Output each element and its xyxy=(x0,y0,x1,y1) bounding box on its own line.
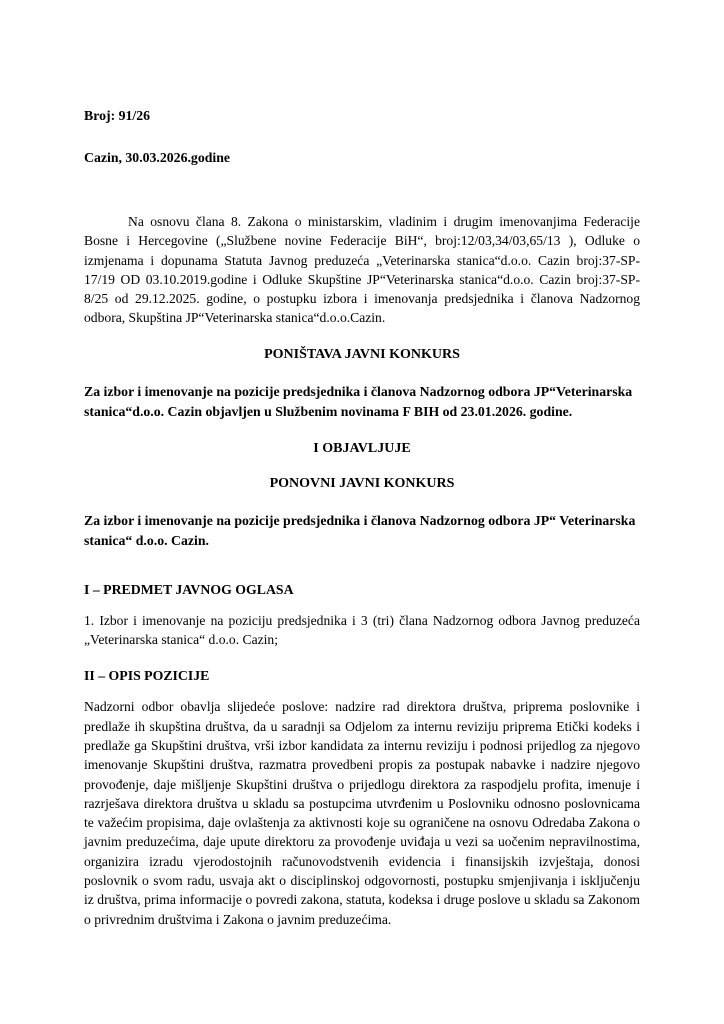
spacer xyxy=(84,551,640,582)
spacer xyxy=(84,422,640,441)
section-body-2: Nadzorni odbor obavlja slijedeće poslove: nadzire rad direktora društva, priprema poslovnike i predlaže ih skupština društva, da u saradnji sa Odjelom za internu reviziju priprema Etički kodeks i predlaže ga Skupštini društva, vrši izbor kandidata za internu reviziju i podnosi prijedlog za njegovo imenovanje Skupštini društva, razmatra provedbeni propis za postupak nabavke i nadzire njegovo provođenje, daje mišljenje Skupštini društva o prijedlogu direktora za raspodjelu profita, imenuje i razrješava direktora društva u skladu sa postupcima utvrđenim u Poslovniku odnosno poslovnicama te važećim propisima, daje ovlaštenja za aktivnosti koje su ograničene na osnovu Odredaba Zakona o javnim preduzećima, daje upute direktoru za provođenje uviđaja u vezi sa uočenim nepravilnostima, organizira izradu vjerodostojnih računovodstvenih evidencia i finansijskih izvještaja, donosi poslovnik o svom radu, usvaja akt o disciplinskoj odgovornosti, postupku smjenjivanja i isključenju iz društva, prima informacije o povredi zakona, statuta, kodeksa i druge poslove u skladu sa Zakonom o privrednim društvima i Zakona o javnim preduzećima. xyxy=(84,699,640,927)
spacer xyxy=(84,684,640,697)
new-contest-title: PONOVNI JAVNI KONKURS xyxy=(269,475,455,491)
spacer xyxy=(84,457,640,476)
spacer xyxy=(84,363,640,382)
spacer xyxy=(84,598,640,611)
document-number: Broj: 91/26 xyxy=(84,108,151,123)
section-body-1: 1. Izbor i imenovanje na poziciju predsjednika i 3 (tri) člana Nadzornog odbora Javnog preduzeća „Veterinarska stanica“ d.o.o. Cazin; xyxy=(84,612,640,648)
annul-body: Za izbor i imenovanje na pozicije predsjednika i članova Nadzornog odbora JP“Veterinarska stanica“d.o.o. Cazin objavljen u Službenim novinama F BIH od 23.01.2026. godine. xyxy=(84,383,633,419)
spacer xyxy=(84,328,640,347)
document-place-date: Cazin, 30.03.2026.godine xyxy=(84,150,231,165)
and-publishes-title: I OBJAVLJUJE xyxy=(313,440,411,456)
intro-paragraph: Na osnovu člana 8. Zakona o ministarskim, vladinim i drugim imenovanjima Federacije Bosne i Hercegovine („Službene novine Federacije BiH“, broj:12/03,34/03,65/13 ), Odluke o izmjenama i dopunama Statuta Javnog preduzeća „Veterinarska stanica“d.o.o. Cazin broj:37-SP-17/19 OD 03.10.2019.godine i Odluke Skupštine JP“Veterinarska stanica“d.o.o. Cazin broj:37-SP-8/25 od 29.12.2025. godine, o postupku izbora i imenovanja predsjednika i članova Nadzornog odbora, Skupština JP“Veterinarska stanica“d.o.o.Cazin. xyxy=(84,214,640,326)
spacer xyxy=(84,492,640,511)
new-contest-body: Za izbor i imenovanje na pozicije predsjednika i članova Nadzornog odbora JP“ Veterinarska stanica“ d.o.o. Cazin. xyxy=(84,512,636,548)
section-heading-1: I – PREDMET JAVNOG OGLASA xyxy=(84,581,294,597)
spacer xyxy=(84,649,640,668)
annul-title: PONIŠTAVA JAVNI KONKURS xyxy=(264,346,460,362)
section-heading-2: II – OPIS POZICIJE xyxy=(84,668,210,684)
